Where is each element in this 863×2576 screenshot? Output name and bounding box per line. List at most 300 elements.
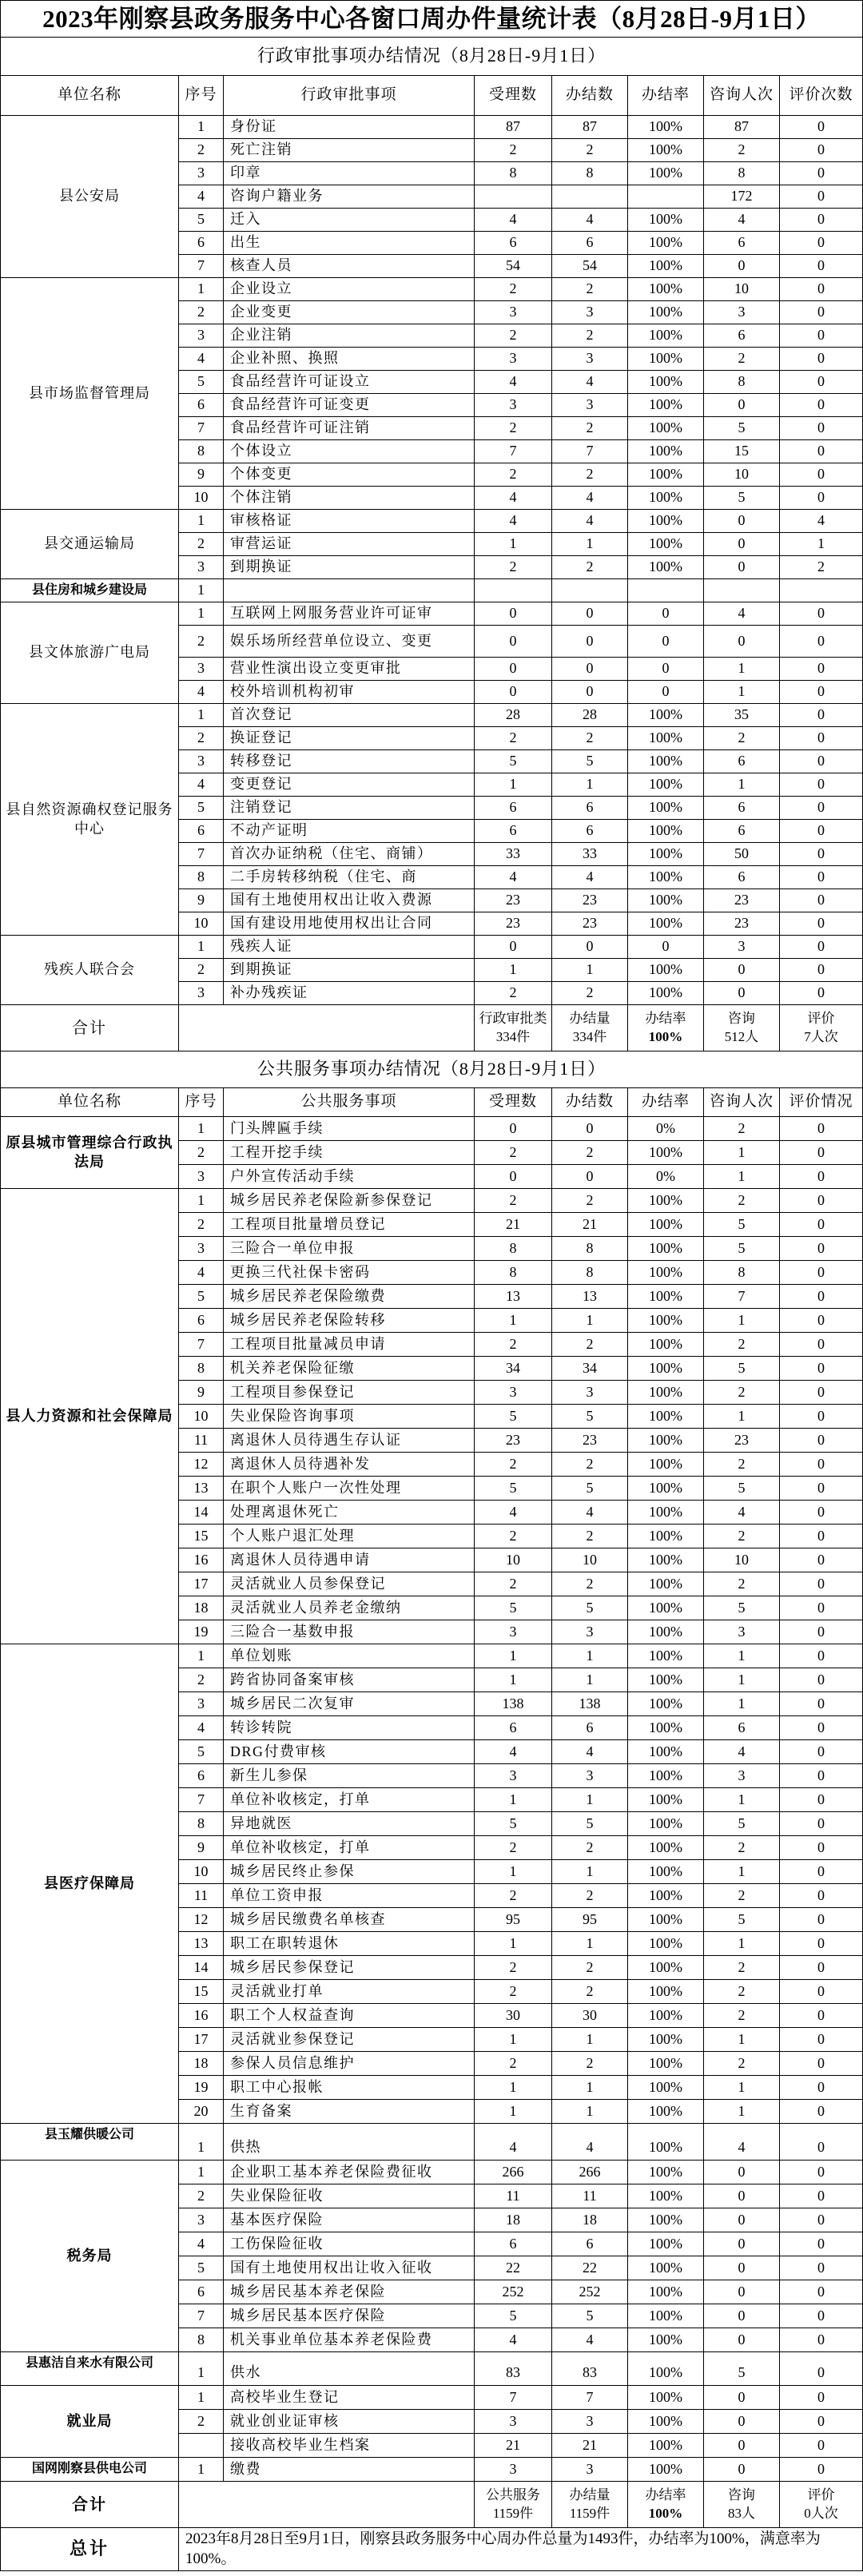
seq-cell: 5 [179, 209, 224, 232]
completion-rate-cell: 100% [628, 1453, 704, 1477]
item-cell: 到期换证 [224, 556, 475, 579]
item-cell: 城乡居民缴费名单核查 [224, 1908, 475, 1932]
seq-cell: 3 [179, 750, 224, 773]
rating-cell: 0 [780, 2386, 863, 2410]
completed-count-cell: 4 [552, 1501, 628, 1525]
seq-cell: 1 [179, 116, 224, 139]
consultation-count-cell: 1 [704, 2100, 780, 2124]
consultation-count-cell: 4 [704, 1740, 780, 1764]
item-cell: 个体注销 [224, 487, 475, 510]
completed-count-cell: 2 [552, 463, 628, 487]
item-cell: 城乡居民基本医疗保险 [224, 2304, 475, 2328]
rating-cell: 0 [780, 820, 863, 843]
consultation-count-cell: 3 [704, 1764, 780, 1788]
unit-name-cell: 县市场监督管理局 [1, 278, 179, 510]
consultation-count-cell: 2 [704, 727, 780, 750]
consultation-count-cell: 2 [704, 1525, 780, 1548]
accepted-count-cell: 2 [475, 1956, 552, 1980]
rating-cell: 0 [780, 1429, 863, 1453]
completion-rate-cell: 100% [628, 2458, 704, 2482]
total-value: 100% [648, 1028, 683, 1044]
rating-cell: 0 [780, 185, 863, 209]
total-value: 1159件 [492, 2505, 534, 2521]
item-cell: 机关事业单位基本养老保险费 [224, 2328, 475, 2352]
completed-count-cell: 0 [552, 681, 628, 704]
completed-count-cell: 1 [552, 773, 628, 797]
rating-cell: 0 [780, 2161, 863, 2184]
rating-cell: 0 [780, 301, 863, 324]
item-cell: 灵活就业参保登记 [224, 2028, 475, 2052]
seq-cell: 6 [179, 820, 224, 843]
completion-rate-cell: 100% [628, 1980, 704, 2004]
accepted-count-cell: 2 [475, 982, 552, 1005]
consultation-count-cell: 0 [704, 2161, 780, 2184]
completed-count-cell: 5 [552, 750, 628, 773]
rating-cell: 0 [780, 1261, 863, 1285]
consultation-count-cell: 2 [704, 1189, 780, 1213]
completion-rate-cell [628, 579, 704, 602]
completed-count-cell: 2 [552, 1141, 628, 1165]
completion-rate-cell: 100% [628, 2076, 704, 2100]
completed-count-cell [552, 579, 628, 602]
consultation-count-cell: 0 [704, 2410, 780, 2434]
rating-cell: 0 [780, 232, 863, 255]
completed-count-cell [552, 185, 628, 209]
seq-cell: 3 [179, 1165, 224, 1189]
consultation-count-cell: 0 [704, 2386, 780, 2410]
item-cell: 职工在职转退休 [224, 1932, 475, 1956]
seq-cell: 5 [179, 797, 224, 820]
total-cell [780, 1005, 863, 1051]
accepted-count-cell: 11 [475, 2184, 552, 2208]
completed-count-cell: 4 [552, 209, 628, 232]
rating-cell: 0 [780, 2208, 863, 2232]
completion-rate-cell: 100% [628, 2028, 704, 2052]
seq-cell: 10 [179, 912, 224, 936]
accepted-count-cell: 3 [475, 2458, 552, 2482]
consultation-count-cell: 6 [704, 324, 780, 348]
table-row [1, 2161, 863, 2184]
accepted-count-cell: 1 [475, 1932, 552, 1956]
table-row [1, 1644, 863, 1668]
table-row [1, 1117, 863, 1141]
completion-rate-cell: 100% [628, 797, 704, 820]
total-caption: 咨询 [728, 1011, 755, 1027]
completion-rate-cell: 100% [628, 866, 704, 889]
consultation-count-cell: 7 [704, 1285, 780, 1309]
completion-rate-cell: 100% [628, 1932, 704, 1956]
rating-cell: 0 [780, 2458, 863, 2482]
rating-cell: 0 [780, 2100, 863, 2124]
seq-cell: 13 [179, 1477, 224, 1501]
accepted-count-cell: 0 [475, 936, 552, 959]
completed-count-cell: 21 [552, 1213, 628, 1237]
completion-rate-cell: 100% [628, 2434, 704, 2458]
completed-count-cell: 4 [552, 371, 628, 394]
section-title-row [1, 38, 863, 76]
seq-cell: 8 [179, 440, 224, 463]
item-cell: 门头牌匾手续 [224, 1117, 475, 1141]
seq-cell: 13 [179, 1932, 224, 1956]
completed-count-cell: 23 [552, 889, 628, 912]
rating-cell: 0 [780, 1644, 863, 1668]
accepted-count-cell: 21 [475, 1213, 552, 1237]
completed-count-cell: 7 [552, 2386, 628, 2410]
seq-cell: 5 [179, 1740, 224, 1764]
seq-cell: 9 [179, 1836, 224, 1860]
item-cell: 转诊转院 [224, 1716, 475, 1740]
header-row [1, 1088, 863, 1117]
consultation-count-cell: 2 [704, 1381, 780, 1405]
completed-count-cell: 1 [552, 2100, 628, 2124]
seq-cell: 1 [179, 2352, 224, 2386]
accepted-count-cell: 3 [475, 1620, 552, 1644]
item-cell: 城乡居民养老保险缴费 [224, 1285, 475, 1309]
rating-cell: 0 [780, 139, 863, 162]
item-cell: 企业设立 [224, 278, 475, 301]
consultation-count-cell: 1 [704, 1668, 780, 1692]
seq-cell: 3 [179, 1692, 224, 1716]
consultation-count-cell: 23 [704, 889, 780, 912]
completed-count-cell: 6 [552, 820, 628, 843]
rating-cell: 0 [780, 1716, 863, 1740]
completion-rate-cell: 100% [628, 1309, 704, 1333]
accepted-count-cell: 6 [475, 820, 552, 843]
accepted-count-cell: 4 [475, 487, 552, 510]
total-value: 334件 [572, 1028, 607, 1044]
rating-cell: 2 [780, 556, 863, 579]
rating-cell: 0 [780, 1213, 863, 1237]
rating-cell: 0 [780, 1501, 863, 1525]
seq-cell: 4 [179, 2232, 224, 2256]
rating-cell: 0 [780, 324, 863, 348]
rating-cell: 0 [780, 797, 863, 820]
completed-count-cell: 3 [552, 394, 628, 417]
seq-cell: 16 [179, 1548, 224, 1572]
completion-rate-cell: 100% [628, 1644, 704, 1668]
rating-cell: 0 [780, 750, 863, 773]
completion-rate-cell: 100% [628, 1429, 704, 1453]
consultation-count-cell: 3 [704, 936, 780, 959]
consultation-count-cell: 5 [704, 1477, 780, 1501]
completed-count-cell: 21 [552, 2434, 628, 2458]
accepted-count-cell: 4 [475, 2328, 552, 2352]
completed-count-cell: 0 [552, 602, 628, 626]
accepted-count-cell: 10 [475, 1548, 552, 1572]
completion-rate-cell: 100% [628, 704, 704, 727]
accepted-count-cell: 1 [475, 1644, 552, 1668]
completed-count-cell: 252 [552, 2280, 628, 2304]
completion-rate-cell: 100% [628, 1285, 704, 1309]
accepted-count-cell: 1 [475, 959, 552, 982]
seq-cell: 3 [179, 556, 224, 579]
consultation-count-cell: 35 [704, 704, 780, 727]
completed-count-cell: 28 [552, 704, 628, 727]
accepted-count-cell: 5 [475, 2304, 552, 2328]
item-cell: 企业职工基本养老保险费征收 [224, 2161, 475, 2184]
item-cell: 职工个人权益查询 [224, 2004, 475, 2028]
accepted-count-cell: 2 [475, 417, 552, 440]
unit-name-cell: 县自然资源确权登记服务中心 [1, 704, 179, 936]
completion-rate-cell: 100% [628, 417, 704, 440]
total-caption: 行政审批类 [479, 1011, 547, 1027]
completion-rate-cell: 100% [628, 2004, 704, 2028]
completed-count-cell: 2 [552, 1333, 628, 1357]
seq-cell: 1 [179, 602, 224, 626]
accepted-count-cell: 22 [475, 2256, 552, 2280]
completed-count-cell: 4 [552, 2328, 628, 2352]
rating-cell: 0 [780, 1405, 863, 1429]
rating-cell: 0 [780, 681, 863, 704]
rating-cell: 0 [780, 371, 863, 394]
consultation-count-cell: 0 [704, 2328, 780, 2352]
item-cell [224, 579, 475, 602]
total-cell [475, 1005, 552, 1051]
completed-count-cell: 4 [552, 2124, 628, 2161]
consultation-count-cell: 10 [704, 278, 780, 301]
completed-count-cell: 266 [552, 2161, 628, 2184]
completed-count-cell: 4 [552, 866, 628, 889]
consultation-count-cell: 5 [704, 1237, 780, 1261]
accepted-count-cell: 2 [475, 1884, 552, 1908]
item-cell: 高校毕业生登记 [224, 2386, 475, 2410]
consultation-count-cell: 8 [704, 162, 780, 185]
completion-rate-cell: 100% [628, 889, 704, 912]
unit-name-cell: 县交通运输局 [1, 510, 179, 579]
rating-cell: 0 [780, 1596, 863, 1620]
consultation-count-cell: 6 [704, 820, 780, 843]
consultation-count-cell: 2 [704, 1884, 780, 1908]
completion-rate-cell: 100% [628, 1716, 704, 1740]
consultation-count-cell: 1 [704, 2076, 780, 2100]
completed-count-cell: 6 [552, 232, 628, 255]
accepted-count-cell [475, 185, 552, 209]
accepted-count-cell: 1 [475, 1788, 552, 1812]
accepted-count-cell: 1 [475, 533, 552, 556]
accepted-count-cell: 13 [475, 1285, 552, 1309]
rating-cell: 0 [780, 162, 863, 185]
accepted-count-cell: 2 [475, 1525, 552, 1548]
item-cell: 在职个人账户一次性处理 [224, 1477, 475, 1501]
item-cell: 不动产证明 [224, 820, 475, 843]
consultation-count-cell: 1 [704, 1860, 780, 1884]
unit-name-cell: 县住房和城乡建设局 [1, 579, 179, 602]
unit-name-cell: 县人力资源和社会保障局 [1, 1189, 179, 1644]
completed-count-cell: 0 [552, 658, 628, 681]
completed-count-cell: 2 [552, 727, 628, 750]
rating-cell: 0 [780, 463, 863, 487]
item-cell: 城乡居民二次复审 [224, 1692, 475, 1716]
seq-cell: 2 [179, 139, 224, 162]
grand-total-section [1, 2528, 863, 2571]
item-cell: 跨省协同备案审核 [224, 1668, 475, 1692]
completed-count-cell: 6 [552, 797, 628, 820]
consultation-count-cell: 0 [704, 2256, 780, 2280]
section-title: 行政审批事项办结情况（8月28日-9月1日） [1, 38, 863, 76]
seq-cell: 10 [179, 1860, 224, 1884]
accepted-count-cell: 7 [475, 440, 552, 463]
item-cell: 城乡居民养老保险转移 [224, 1309, 475, 1333]
completed-count-cell: 30 [552, 2004, 628, 2028]
rating-cell: 0 [780, 1525, 863, 1548]
completed-count-cell: 6 [552, 2232, 628, 2256]
unit-name-header: 单位名称 [1, 76, 179, 116]
accepted-count-cell: 2 [475, 727, 552, 750]
rating-cell: 0 [780, 2004, 863, 2028]
completion-rate-cell: 0 [628, 658, 704, 681]
seq-cell: 8 [179, 1357, 224, 1381]
rating-cell: 0 [780, 278, 863, 301]
accepted-count-cell: 0 [475, 1117, 552, 1141]
item-cell: 就业创业证审核 [224, 2410, 475, 2434]
consultation-count-cell: 0 [704, 394, 780, 417]
accepted-count-cell: 54 [475, 255, 552, 278]
item-cell: 新生儿参保 [224, 1764, 475, 1788]
rating-cell: 0 [780, 912, 863, 936]
completed-count-cell: 2 [552, 278, 628, 301]
consultation-count-cell: 6 [704, 1716, 780, 1740]
total-cell [628, 1005, 704, 1051]
accepted-count-cell: 4 [475, 2124, 552, 2161]
completed-count-cell: 3 [552, 1620, 628, 1644]
accepted-count-cell: 2 [475, 2052, 552, 2076]
accepted-count-cell: 266 [475, 2161, 552, 2184]
completed-count-cell: 0 [552, 936, 628, 959]
consultation-count-cell: 1 [704, 681, 780, 704]
table-row [1, 2458, 863, 2482]
accepted-count-cell: 21 [475, 2434, 552, 2458]
seq-cell: 1 [179, 704, 224, 727]
seq-cell: 4 [179, 185, 224, 209]
item-cell: 三险合一基数申报 [224, 1620, 475, 1644]
accepted-count-cell: 2 [475, 1836, 552, 1860]
completed-count-header: 办结数 [552, 1088, 628, 1117]
item-cell: 个人账户退汇处理 [224, 1525, 475, 1548]
consultation-count-cell: 1 [704, 1692, 780, 1716]
rating-cell: 0 [780, 1333, 863, 1357]
seq-cell: 14 [179, 1956, 224, 1980]
rating-cell: 0 [780, 2434, 863, 2458]
seq-cell: 1 [179, 2386, 224, 2410]
consultation-count-cell: 5 [704, 1908, 780, 1932]
rating-cell: 0 [780, 889, 863, 912]
rating-cell: 0 [780, 1788, 863, 1812]
total-row [1, 2482, 863, 2528]
accepted-count-cell: 23 [475, 1429, 552, 1453]
seq-cell: 2 [179, 1213, 224, 1237]
seq-cell: 7 [179, 1788, 224, 1812]
seq-cell: 3 [179, 324, 224, 348]
seq-cell: 12 [179, 1453, 224, 1477]
completion-rate-cell: 100% [628, 2232, 704, 2256]
total-row [1, 1005, 863, 1051]
item-cell: 更换三代社保卡密码 [224, 1261, 475, 1285]
completed-count-cell: 2 [552, 1884, 628, 1908]
rating-cell: 0 [780, 1309, 863, 1333]
item-cell: 灵活就业打单 [224, 1980, 475, 2004]
accepted-count-cell: 4 [475, 866, 552, 889]
seq-cell: 11 [179, 1429, 224, 1453]
completed-count-cell: 33 [552, 843, 628, 866]
seq-cell: 9 [179, 1381, 224, 1405]
consultation-count-cell: 2 [704, 1836, 780, 1860]
accepted-count-cell: 6 [475, 1716, 552, 1740]
item-cell: 食品经营许可证注销 [224, 417, 475, 440]
seq-cell: 1 [179, 1189, 224, 1213]
total-caption: 办结率 [645, 2487, 686, 2503]
completion-rate-cell: 100% [628, 1692, 704, 1716]
rating-cell: 0 [780, 1453, 863, 1477]
unit-name-cell: 残疾人联合会 [1, 936, 179, 1005]
rating-cell: 0 [780, 2410, 863, 2434]
consultation-count-cell: 3 [704, 301, 780, 324]
consultation-count-cell: 50 [704, 843, 780, 866]
item-cell: 审营运证 [224, 533, 475, 556]
consultation-count-cell: 4 [704, 602, 780, 626]
consultation-count-cell: 2 [704, 1956, 780, 1980]
seq-cell: 2 [179, 301, 224, 324]
seq-cell: 4 [179, 773, 224, 797]
completion-rate-cell: 100% [628, 232, 704, 255]
seq-cell: 5 [179, 1285, 224, 1309]
completed-count-cell: 54 [552, 255, 628, 278]
item-cell: 二手房转移纳税（住宅、商 [224, 866, 475, 889]
item-cell: 工程项目批量减员申请 [224, 1333, 475, 1357]
accepted-count-cell: 3 [475, 1381, 552, 1405]
rating-cell: 0 [780, 982, 863, 1005]
total-value: 7人次 [804, 1028, 838, 1044]
completed-count-cell: 3 [552, 2410, 628, 2434]
unit-name-cell: 国网刚察县供电公司 [1, 2458, 179, 2482]
item-cell: 工程开挖手续 [224, 1141, 475, 1165]
accepted-count-cell: 28 [475, 704, 552, 727]
seq-cell: 4 [179, 348, 224, 371]
unit-name-cell: 县文体旅游广电局 [1, 602, 179, 704]
accepted-count-header: 受理数 [475, 76, 552, 116]
item-header: 行政审批事项 [224, 76, 475, 116]
seq-header: 序号 [179, 76, 224, 116]
consultation-count-cell: 1 [704, 1141, 780, 1165]
completion-rate-cell: 100% [628, 2328, 704, 2352]
total-label: 合计 [1, 1005, 179, 1051]
seq-cell: 3 [179, 1237, 224, 1261]
accepted-count-cell: 8 [475, 1261, 552, 1285]
total-value: 100% [648, 2505, 683, 2521]
completed-count-cell: 13 [552, 1285, 628, 1309]
seq-cell: 3 [179, 658, 224, 681]
consultation-count-cell: 4 [704, 209, 780, 232]
accepted-count-cell: 33 [475, 843, 552, 866]
consultation-count-cell: 0 [704, 255, 780, 278]
consultation-count-cell: 5 [704, 417, 780, 440]
accepted-count-cell: 2 [475, 1572, 552, 1596]
accepted-count-header: 受理数 [475, 1088, 552, 1117]
item-cell: 补办残疾证 [224, 982, 475, 1005]
completion-rate-cell: 100% [628, 820, 704, 843]
accepted-count-cell: 2 [475, 278, 552, 301]
accepted-count-cell: 3 [475, 301, 552, 324]
completed-count-cell: 3 [552, 2458, 628, 2482]
accepted-count-cell: 252 [475, 2280, 552, 2304]
consultation-count-cell: 0 [704, 2304, 780, 2328]
completed-count-cell: 1 [552, 2076, 628, 2100]
completed-count-cell: 1 [552, 2028, 628, 2052]
accepted-count-cell: 1 [475, 773, 552, 797]
completion-rate-cell: 100% [628, 2184, 704, 2208]
completion-rate-cell: 0% [628, 1165, 704, 1189]
rating-cell: 0 [780, 1956, 863, 1980]
completion-rate-cell: 100% [628, 1525, 704, 1548]
